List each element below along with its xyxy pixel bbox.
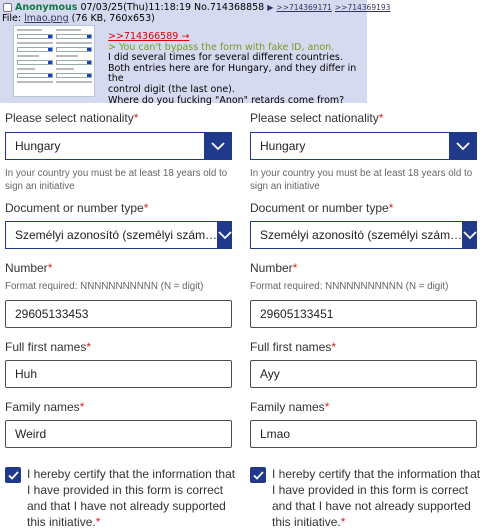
first-names-input[interactable]: Ayy [250, 360, 477, 388]
post-number[interactable]: No.714368858 [194, 2, 265, 13]
greentext-quote: > You can't bypass the form with fake ID, anon. [108, 41, 335, 53]
family-names-input[interactable]: Lmao [250, 420, 477, 448]
chevron-down-icon[interactable] [204, 132, 232, 160]
certify-checkbox[interactable] [250, 467, 266, 483]
document-type-label: Document or number type* [5, 201, 149, 215]
first-names-label: Full first names* [5, 340, 92, 354]
family-names-input[interactable]: Weird [5, 420, 232, 448]
forum-post [0, 0, 391, 106]
nationality-select[interactable] [5, 132, 232, 160]
post-message [108, 32, 367, 106]
post-line: Both entries here are for Hungary, and they differ in the [108, 62, 357, 85]
file-info [2, 13, 155, 24]
chevron-down-icon[interactable] [462, 221, 477, 249]
document-type-select[interactable] [250, 221, 477, 249]
number-label: Number* [250, 261, 298, 275]
nationality-value: Hungary [15, 139, 61, 153]
chevron-down-icon[interactable] [217, 221, 232, 249]
post-select-checkbox[interactable] [3, 3, 12, 12]
nationality-label: Please select nationality* [250, 111, 384, 125]
document-type-select[interactable] [5, 221, 232, 249]
age-hint: In your country you must be at least 18 years old to sign an initiative [250, 168, 473, 192]
nationality-label: Please select nationality* [5, 111, 139, 125]
image-thumbnail[interactable] [13, 25, 95, 97]
reply-link[interactable]: >>714369193 [334, 3, 391, 12]
post-menu-arrow-icon[interactable]: ▶ [267, 3, 274, 12]
thumbnail-form-left [17, 29, 53, 93]
number-format-hint: Format required: NNNNNNNNNNN (N = digit) [5, 281, 204, 292]
number-input[interactable]: 29605133453 [5, 300, 232, 328]
file-details: (76 KB, 760x653) [71, 13, 155, 24]
number-label: Number* [5, 261, 53, 275]
post-line: I did several times for several different countries. [108, 52, 343, 64]
chevron-down-icon[interactable] [449, 132, 477, 160]
family-names-label: Family names* [5, 400, 85, 414]
quote-link[interactable]: >>714366589 → [108, 31, 190, 42]
number-format-hint: Format required: NNNNNNNNNNN (N = digit) [250, 281, 449, 292]
certify-checkbox[interactable] [5, 467, 21, 483]
file-prefix: File: [2, 13, 22, 24]
post-line: control digit (the last one). [108, 83, 235, 95]
certify-text: I hereby certify that the information that I have provided in this form is correct and that I have not already supported this initiative.* [27, 467, 236, 529]
document-type-value: Személyi azonosító (személyi szám… [260, 228, 463, 242]
first-names-input[interactable]: Huh [5, 360, 232, 388]
number-input[interactable]: 29605133451 [250, 300, 477, 328]
nationality-value: Hungary [260, 139, 306, 153]
certify-text: I hereby certify that the information that I have provided in this form is correct and that I have not already supported this initiative.* [272, 467, 481, 529]
reply-link[interactable]: >>714369171 [276, 3, 332, 12]
document-type-value: Személyi azonosító (személyi szám… [15, 228, 218, 242]
nationality-select[interactable] [250, 132, 477, 160]
first-names-label: Full first names* [250, 340, 337, 354]
family-names-label: Family names* [250, 400, 330, 414]
document-type-label: Document or number type* [250, 201, 394, 215]
poster-name: Anonymous [15, 2, 78, 13]
file-link[interactable]: lmao.png [24, 13, 69, 24]
post-header [3, 2, 390, 13]
age-hint: In your country you must be at least 18 years old to sign an initiative [5, 168, 228, 192]
thumbnail-form-right [56, 29, 92, 93]
post-line: Where do you fucking "Anon" retards come from? [108, 94, 345, 106]
post-datetime: 07/03/25(Thu)11:18:19 [80, 2, 192, 13]
